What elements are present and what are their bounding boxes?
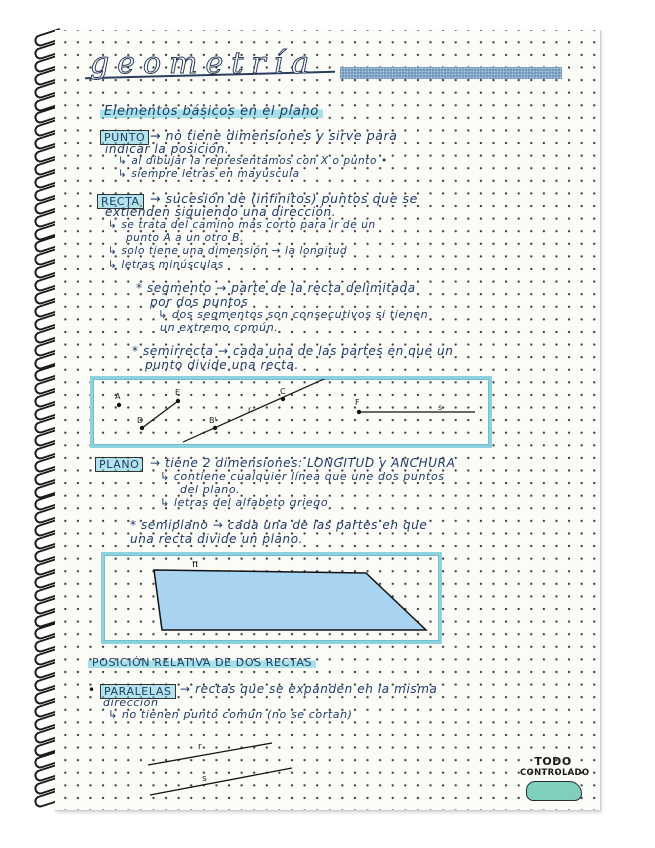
point-b (213, 426, 217, 430)
label-d: D (137, 416, 144, 425)
point-f (357, 410, 361, 414)
parallel-label-r: r (198, 742, 202, 752)
sticker-line2: CONTROLADO (520, 768, 590, 778)
paralelas-sub1: ↳ no tienen punto común (no se cortan) (108, 708, 353, 721)
section-heading-elements: Elementos básicos en el plano (100, 104, 323, 119)
sticker-line1: TODO (534, 755, 572, 768)
plano-label: PLANO (95, 457, 143, 472)
segment-de (142, 401, 178, 428)
punto-line1: → no tiene dimensiones y sirve para (150, 128, 398, 143)
semirrecta-line2: punto divide una recta. (145, 358, 299, 372)
segmento-line3: ↳ dos segmentos son consecutivos si tienen (158, 308, 429, 321)
punto-line2: indicar la posición. (105, 142, 230, 156)
semiplano-line1: * semiplano → cada una de las partes en que (130, 518, 428, 532)
figure-plane (101, 552, 442, 644)
section-heading-relative-position: POSICIÓN RELATIVA DE DOS RECTAS (88, 656, 316, 669)
punto-label: PUNTO (100, 130, 149, 145)
segmento-line2: por dos puntos (150, 295, 249, 309)
plano-sub1: ↳ contiene cualquier línea que une dos puntos (160, 470, 445, 483)
point-d (140, 426, 144, 430)
label-c: C (280, 387, 286, 396)
recta-line1: → sucesión de (infinitos) puntos que se (150, 191, 418, 206)
label-f: F (355, 398, 360, 407)
figure-plane-svg (104, 555, 439, 641)
label-s: s (438, 403, 443, 412)
parallel-label-s: s (202, 774, 207, 784)
recta-sub3: ↳ letras minúsculas (108, 259, 224, 271)
todo-controlado-sticker (520, 753, 590, 803)
line-r (183, 379, 333, 442)
plane-label: π (192, 559, 199, 570)
recta-label: RECTA (97, 194, 144, 209)
figure-points-lines (90, 376, 492, 448)
recta-sub1: ↳ se trata del camino más corto para ir de un (108, 219, 376, 231)
page-title: geometría (90, 46, 318, 81)
recta-line2: extienden siguiendo una dirección. (105, 205, 337, 219)
segmento-line4: un extremo común. (160, 321, 279, 334)
figure-parallel-lines (140, 735, 310, 800)
label-r: r (248, 405, 252, 414)
label-e: E (175, 388, 181, 397)
paralelas-label: PARALELAS (100, 684, 176, 699)
plano-sub2: ↳ letras del alfabeto griego (160, 496, 329, 509)
plano-line1: → tiene 2 dimensiones: LONGITUD y ANCHURA (150, 456, 456, 470)
point-c (281, 397, 285, 401)
punto-sub1: ↳ al dibujar la representamos con X o punto • (118, 155, 388, 167)
hand-icon (526, 781, 582, 801)
semiplano-line2: una recta divide un plano. (130, 532, 304, 546)
point-e (176, 399, 180, 403)
figure-points-lines-svg (93, 379, 489, 445)
recta-sub2: ↳ solo tiene una dimensión → la longitud (108, 245, 348, 257)
paralelas-line2: dirección (103, 696, 159, 709)
label-a: A (115, 392, 121, 401)
bullet-dot: • (88, 683, 96, 697)
semirrecta-line1: * semirrecta → cada una de las partes en que un (132, 344, 454, 358)
label-b: B' (209, 416, 217, 425)
recta-sub1b: punto A a un otro B. (126, 232, 244, 244)
paralelas-line1: → rectas que se expanden en la misma (180, 682, 438, 696)
punto-sub2: ↳ siempre letras en mayúscula (118, 168, 300, 180)
plane-parallelogram (154, 570, 426, 630)
line-s-parallel (150, 768, 292, 795)
line-r-parallel (148, 743, 272, 765)
point-a (117, 403, 121, 407)
title-washi-tape (340, 67, 562, 79)
plano-sub1b: del plano. (180, 483, 241, 496)
segmento-line1: * segmento → parte de la recta delimitada (136, 281, 416, 295)
